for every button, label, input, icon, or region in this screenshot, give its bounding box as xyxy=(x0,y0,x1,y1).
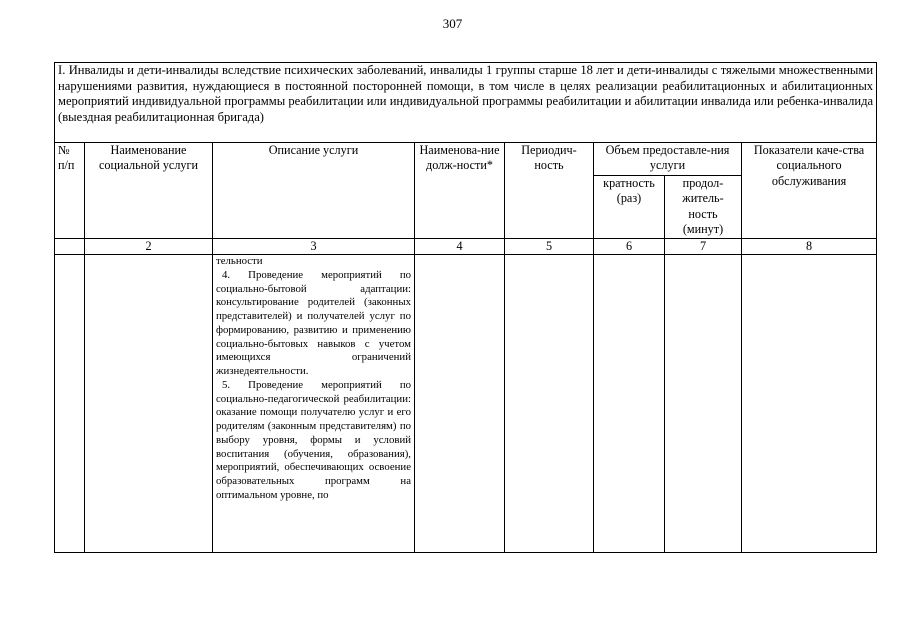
column-number-5: 5 xyxy=(505,238,594,254)
column-number-3: 3 xyxy=(213,238,415,254)
column-number-1 xyxy=(55,238,85,254)
header-number: № п/п xyxy=(55,143,85,239)
header-duration: продол-житель-ность (минут) xyxy=(665,175,742,238)
cell-position-name xyxy=(415,255,505,553)
column-number-8: 8 xyxy=(742,238,877,254)
header-service-volume: Объем предоставле-ния услуги xyxy=(594,143,742,176)
column-number-6: 6 xyxy=(594,238,665,254)
services-table xyxy=(54,62,877,553)
header-quality-indicators: Показатели каче-ства социального обслуживания xyxy=(742,143,877,239)
description-item-4: 4. Проведение мероприятий по социально-бытовой адаптации: консультирование родителей (законных представителей) и получателей услуг по формированию, развитию и применению социально-бытовых навыков с учетом имеющихся ограничений жизнедеятельности. xyxy=(216,268,411,378)
header-service-description: Описание услуги xyxy=(213,143,415,239)
cell-periodicity xyxy=(505,255,594,553)
cell-multiplicity xyxy=(594,255,665,553)
cell-service-name xyxy=(85,255,213,553)
cell-number xyxy=(55,255,85,553)
header-periodicity: Периодич-ность xyxy=(505,143,594,239)
page-number: 307 xyxy=(442,16,463,31)
column-number-7: 7 xyxy=(665,238,742,254)
cell-quality-indicators xyxy=(742,255,877,553)
header-position-name: Наименова-ние долж-ности* xyxy=(415,143,505,239)
column-number-4: 4 xyxy=(415,238,505,254)
header-multiplicity: кратность (раз) xyxy=(594,175,665,238)
column-number-2: 2 xyxy=(85,238,213,254)
header-service-name: Наименование социальной услуги xyxy=(85,143,213,239)
cell-duration xyxy=(665,255,742,553)
description-item-5: 5. Проведение мероприятий по социально-педагогической реабилитации: оказание помощи получателю услуг и его родителям (законным представителям) по выбору уровня, формы и условий воспитания (обучения, образования), мероприятий, обеспечивающих освоение образовательных программ на оптимальном уровне, по xyxy=(216,378,411,501)
section-title: I. Инвалиды и дети-инвалиды вследствие психических заболеваний, инвалиды 1 группы старше 18 лет и дети-инвалиды с тяжелыми множественными нарушениями развития, нуждающиеся в постоянной посторонней помощи, в том числе в целях реализации реабилитационных и абилитационных мероприятий индивидуальной программы реабилитации или индивидуальной программы реабилитации и абилитации инвалида или ребенка-инвалида (выездная реабилитационная бригада) xyxy=(55,63,877,143)
cell-service-description xyxy=(213,255,415,553)
description-continuation: тельности xyxy=(216,255,263,268)
